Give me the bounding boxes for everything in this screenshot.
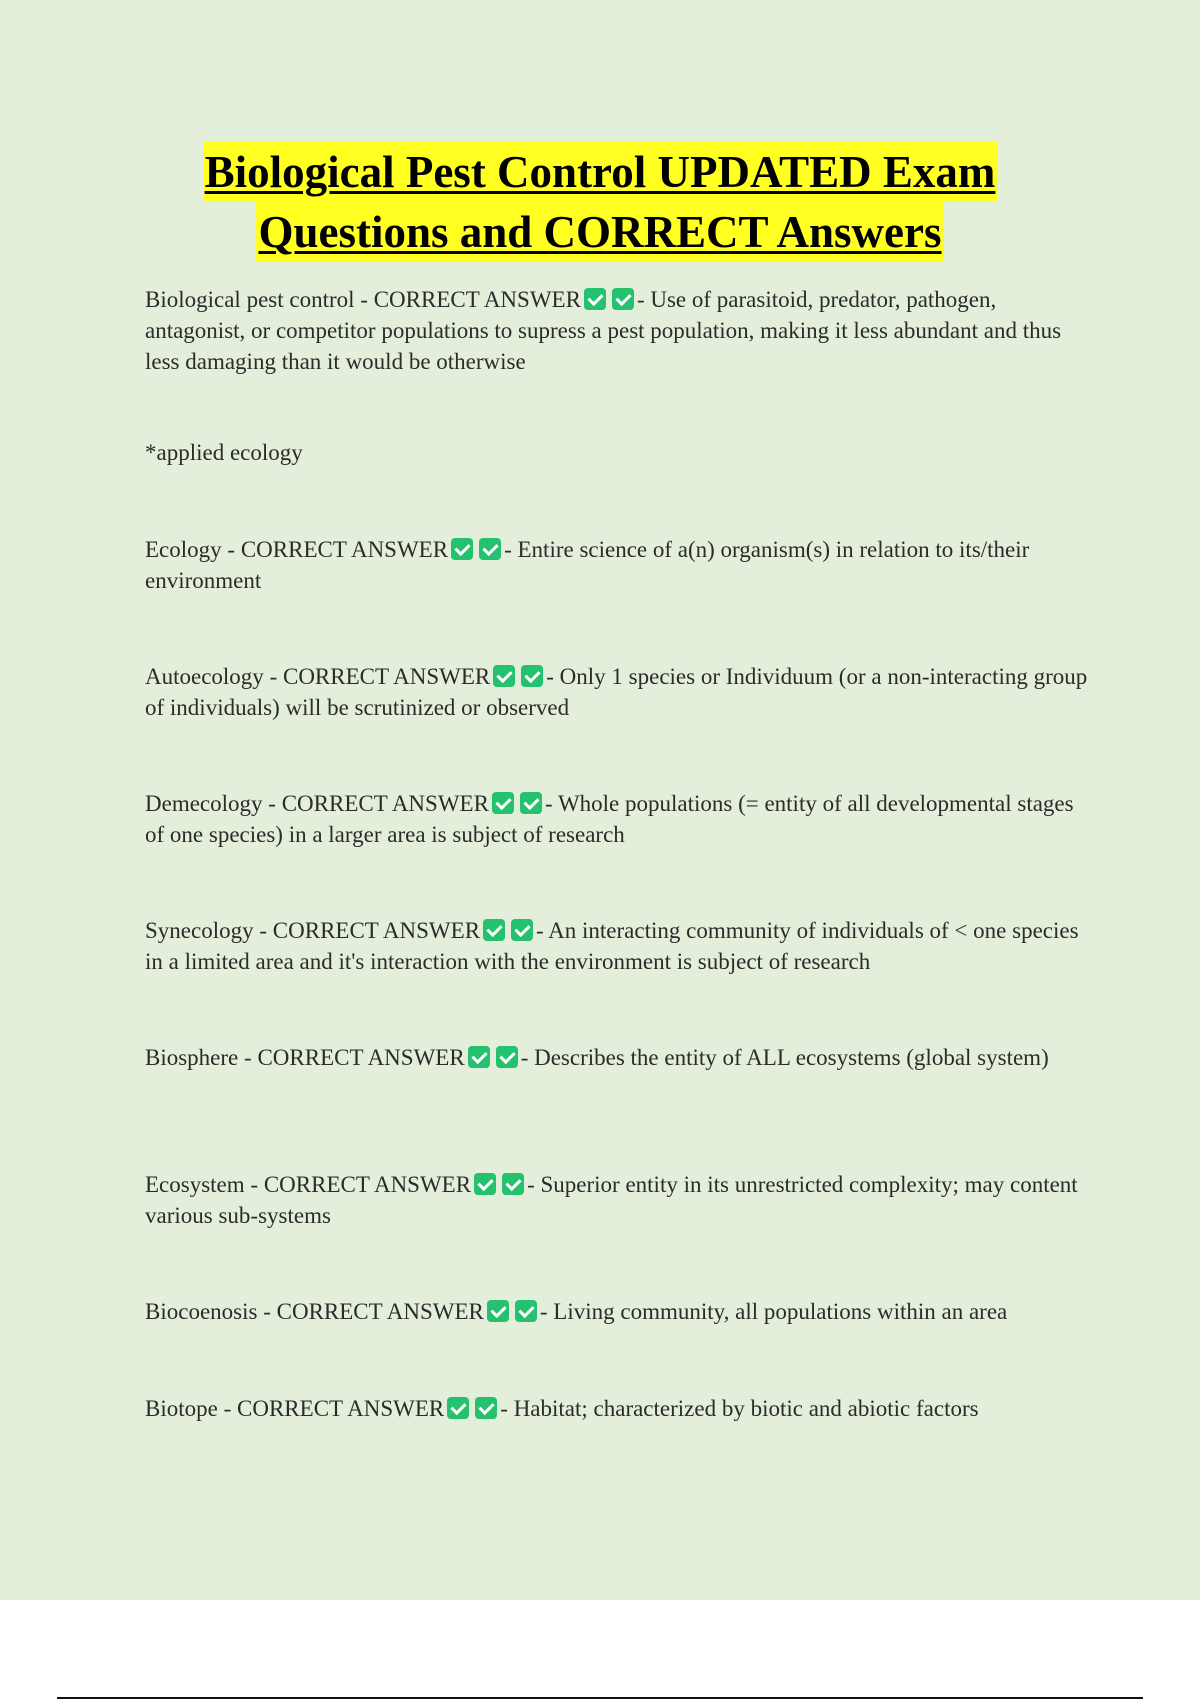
check-box-icon [474, 1173, 496, 1195]
check-box-icon [468, 1046, 490, 1068]
check-box-icon [492, 792, 514, 814]
title-line-1: Biological Pest Control UPDATED Exam [203, 142, 998, 202]
entry-definition: Only 1 species or Individuum (or a non-interacting group of individuals) will be scrutinized or observed [145, 664, 1088, 720]
qa-entry: Biotope - CORRECT ANSWER - Habitat; characterized by biotic and abiotic factors [145, 1396, 979, 1421]
check-box-icon [515, 1300, 537, 1322]
entry-marker: CORRECT ANSWER [282, 664, 491, 689]
check-box-icon [447, 1397, 469, 1419]
entry-definition: Living community, all populations within an area [553, 1299, 1008, 1324]
qa-entry: Biological pest control - CORRECT ANSWER - Use of parasitoid, predator, pathogen, antagonist, or competitor populations to supress a pest population, making it less abundant and thus less damaging than it would be otherwise [145, 287, 1062, 374]
entry-term: Autoecology [145, 664, 264, 689]
check-box-icon [584, 288, 606, 310]
entry-definition: An interacting community of individuals of < one species in a limited area and it's interaction with the environment is subject of research [145, 918, 1079, 974]
entry-definition: Entire science of a(n) organism(s) in relation to its/their environment [145, 537, 1030, 593]
footer-divider [57, 1697, 1143, 1699]
qa-entry: Biocoenosis - CORRECT ANSWER - Living community, all populations within an area [145, 1299, 1008, 1324]
check-box-icon [493, 665, 515, 687]
qa-entry: Ecology - CORRECT ANSWER - Entire science of a(n) organism(s) in relation to its/their environment [145, 537, 1030, 593]
entry-term: Ecology [145, 537, 222, 562]
check-box-icon [502, 1173, 524, 1195]
entry-term: Biotope [145, 1396, 218, 1421]
check-box-icon [496, 1046, 518, 1068]
entry-term: Synecology [145, 918, 254, 943]
qa-entry: Synecology - CORRECT ANSWER - An interacting community of individuals of < one species in a limited area and it's interaction with the environment is subject of research [145, 918, 1079, 974]
check-box-icon [521, 665, 543, 687]
entry-definition: Use of parasitoid, predator, pathogen, antagonist, or competitor populations to supress a pest population, making it less abundant and thus less damaging than it would be otherwise [145, 287, 1062, 374]
entry-term: Biosphere [145, 1045, 239, 1070]
entry-term: Ecosystem [145, 1172, 245, 1197]
qa-note [145, 437, 1095, 468]
entry-marker: CORRECT ANSWER [373, 287, 581, 312]
check-box-icon [451, 538, 473, 560]
entry-definition: Habitat; characterized by biotic and abiotic factors [513, 1396, 979, 1421]
entry-term: Biocoenosis [145, 1299, 258, 1324]
entry-marker: CORRECT ANSWER [281, 791, 489, 816]
entry-marker: CORRECT ANSWER [272, 918, 481, 943]
entry-marker: CORRECT ANSWER [240, 537, 449, 562]
check-box-icon [487, 1300, 509, 1322]
entry-definition: Superior entity in its unrestricted complexity; may content various sub-systems [145, 1172, 1078, 1228]
entry-marker: CORRECT ANSWER [276, 1299, 484, 1324]
check-box-icon [479, 538, 501, 560]
check-box-icon [475, 1397, 497, 1419]
entry-term: Demecology [145, 791, 263, 816]
check-box-icon [511, 919, 533, 941]
qa-entry: Ecosystem - CORRECT ANSWER - Superior entity in its unrestricted complexity; may content various sub-systems [145, 1172, 1078, 1228]
check-box-icon [520, 792, 542, 814]
check-box-icon [612, 288, 634, 310]
title-line-2: Questions and CORRECT Answers [256, 202, 943, 262]
document-title [0, 142, 1200, 262]
qa-entry: Demecology - CORRECT ANSWER - Whole populations (= entity of all developmental stages of one species) in a larger area is subject of research [145, 791, 1074, 847]
entry-marker: CORRECT ANSWER [257, 1045, 465, 1070]
entry-term: Biological pest control [145, 287, 355, 312]
entry-marker: CORRECT ANSWER [237, 1396, 445, 1421]
entry-definition: Whole populations (= entity of all developmental stages of one species) in a larger area is subject of research [145, 791, 1074, 847]
check-box-icon [483, 919, 505, 941]
entry-marker: CORRECT ANSWER [263, 1172, 472, 1197]
qa-entry: Biosphere - CORRECT ANSWER - Describes the entity of ALL ecosystems (global system) [145, 1045, 1049, 1070]
entry-definition: Describes the entity of ALL ecosystems (global system) [534, 1045, 1049, 1070]
qa-entry: Autoecology - CORRECT ANSWER - Only 1 species or Individuum (or a non-interacting group of individuals) will be scrutinized or observed [145, 664, 1088, 720]
entry-note: *applied ecology [145, 440, 303, 465]
